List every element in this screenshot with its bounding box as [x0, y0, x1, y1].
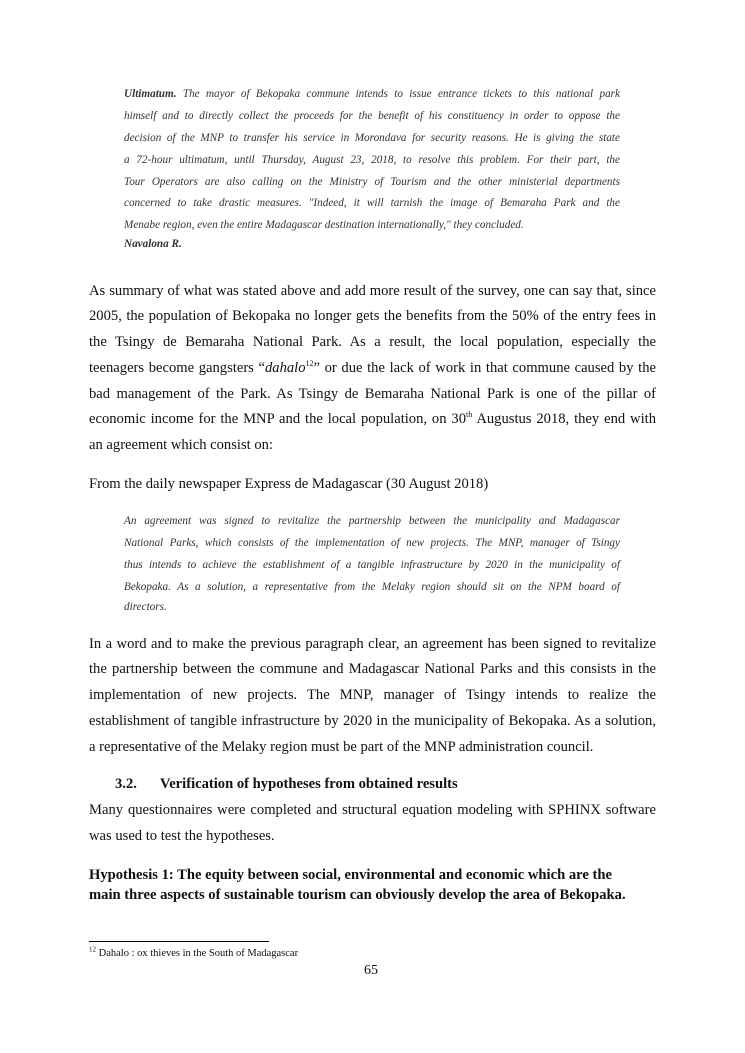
- quote-line: [124, 88, 620, 100]
- text-line: In a word and to make the previous paragraph clear, an agreement has been signed to revitalize: [89, 636, 656, 652]
- ordinal-suffix: th: [466, 410, 473, 420]
- quote-line: thus intends to achieve the establishment of a tangible infrastructure by 2020 in the municipality of: [124, 559, 620, 571]
- quote-line: directors.: [124, 601, 167, 613]
- text: ” or due the lack of work in that commune caused by the: [313, 360, 656, 376]
- text-line: [89, 360, 656, 377]
- hypothesis-line: main three aspects of sustainable tourism can obviously develop the area of Bekopaka.: [89, 887, 626, 903]
- text: Augustus 2018, they end with: [472, 411, 656, 427]
- quote-line: National Parks, which consists of the implementation of new projects. The MNP, manager of Tsingy: [124, 537, 620, 549]
- quote-line: concerned to take drastic measures. "Indeed, it will tarnish the image of Bemaraha Park and the: [124, 197, 620, 209]
- footnote-number: 12: [89, 945, 96, 954]
- quote-line: himself and to directly collect the proceeds for the benefit of his constituency in order to oppose the: [124, 110, 620, 122]
- text-line: a representative of the Melaky region must be part of the MNP administration council.: [89, 739, 594, 755]
- text-line: bad management of the Park. As Tsingy de Bemaraha National Park is one of the pillar of: [89, 386, 656, 402]
- text-line: establishment of tangible infrastructure by 2020 in the municipality of Bekopaka. As a solution,: [89, 713, 656, 729]
- section-title: Verification of hypotheses from obtained results: [160, 776, 458, 792]
- text-line: the Tsingy de Bemaraha National Park. As a result, the local population, especially the: [89, 334, 656, 350]
- quote-author: Navalona R.: [124, 238, 182, 250]
- quote-line: Tour Operators are also calling on the Ministry of Tourism and the other ministerial departments: [124, 176, 620, 188]
- quote-text: The mayor of Bekopaka commune intends to issue entrance tickets to this national park: [176, 88, 620, 100]
- page-number: 65: [364, 963, 378, 978]
- section-number: 3.2.: [115, 776, 137, 792]
- text-line: As summary of what was stated above and add more result of the survey, one can say that, since: [89, 283, 656, 299]
- text-line: implementation of new projects. The MNP, manager of Tsingy intends to realize the: [89, 687, 656, 703]
- source-line: From the daily newspaper Express de Madagascar (30 August 2018): [89, 476, 489, 492]
- quote-line: An agreement was signed to revitalize the partnership between the municipality and Madagascar: [124, 515, 620, 527]
- text: teenagers become gangsters “: [89, 360, 265, 376]
- quote-line: Menabe region, even the entire Madagascar destination internationally," they concluded.: [124, 219, 524, 231]
- footnote-text: Dahalo : ox thieves in the South of Madagascar: [96, 948, 299, 959]
- hypothesis-line: Hypothesis 1: The equity between social, environmental and economic which are the: [89, 867, 612, 883]
- text-line: was used to test the hypotheses.: [89, 828, 275, 844]
- text-line: the partnership between the commune and Madagascar National Parks and this consists in the: [89, 661, 656, 677]
- footnote-separator: [89, 941, 269, 942]
- footnote-ref[interactable]: 12: [305, 359, 314, 369]
- quote-line: Bekopaka. As a solution, a representative from the Melaky region should sit on the NPM board of: [124, 581, 620, 593]
- footnote: [89, 945, 299, 959]
- text-line: Many questionnaires were completed and structural equation modeling with SPHINX software: [89, 802, 656, 818]
- text: economic income for the MNP and the local population, on 30: [89, 411, 467, 427]
- text-line: [89, 411, 656, 428]
- quote-line: a 72-hour ultimatum, until Thursday, August 23, 2018, to resolve this problem. For their part, the: [124, 154, 620, 166]
- text-line: 2005, the population of Bekopaka no longer gets the benefits from the 50% of the entry fees in: [89, 308, 656, 324]
- term-dahalo: dahalo: [264, 360, 306, 376]
- quote-lead: Ultimatum.: [124, 88, 177, 100]
- text-line: an agreement which consist on:: [89, 437, 273, 453]
- quote-line: decision of the MNP to transfer his service in Morondava for security reasons. He is giving the state: [124, 132, 620, 144]
